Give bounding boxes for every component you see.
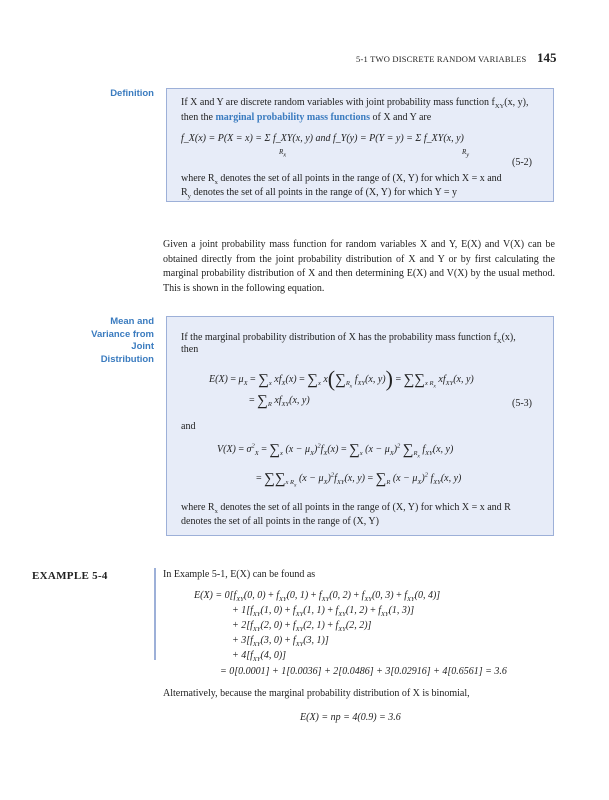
example-final: E(X) = np = 4(0.9) = 3.6 (300, 712, 401, 723)
body-paragraph: Given a joint probability mass function for random variables X and Y, E(X) and V(X) can be obtained directly from the joint probability distribution of X and Y or by first calculating the marginal probability distribution of X and then determining E(X) and V(X) by the usual method. This is shown in the following equation. (163, 239, 555, 294)
page-number: 145 (537, 50, 557, 65)
mean-variance-where-2: denotes the set of all points in the range of (X, Y) (181, 516, 379, 527)
variance-equation-2: = $\sum\sum_{x R_x}$ $(x - \mu_X)^2f_{XY}(x$, $y) = \sum_R$ $(x - \mu_X)^2$ $f_{XY}(x$, y) (256, 471, 462, 489)
mean-variance-where-1: where $R_x$ denotes the set of all points in the range of (X, Y) for which X = x and R (181, 502, 511, 515)
example-result: = 0[0.0001] + 1[0.0036] + 2[0.0486] + 3[0.02916] + 4[0.6561] = 3.6 (220, 666, 507, 677)
expected-value-equation-2: = $\sum_R$ $xf_{XY}(x$, y) (249, 393, 310, 409)
equation-number-5-3: (5-3) (512, 398, 532, 409)
mean-variance-and: and (181, 421, 196, 432)
example-line-4: + $3[f_{XY}(3$, $0) + f_{XY}(3$, 1)] (232, 635, 329, 648)
definition-intro-2: then the marginal probability mass functions of X and Y are (181, 112, 432, 123)
example-alternative: Alternatively, because the marginal probability distribution of X is binomial, (163, 688, 470, 699)
defined-term: marginal probability mass functions (215, 112, 370, 123)
variance-equation-1: $V(X) = \sigma^2_X = \sum_x$ $(x - \mu_X)^2f_X(x) = \sum_x$ $(x - \mu_X)^2$ $\sum_{R_x}$ $f_{XY}(x$, y) (217, 442, 454, 460)
sum-subscript-rx: $R_x$ (279, 148, 287, 159)
mean-variance-label: Mean and Variance from Joint Distribution (91, 316, 154, 365)
definition-where-2: $R_y$ denotes the set of all points in the range of (X, Y) for which Y = y (181, 187, 458, 200)
running-header: 5-1 TWO DISCRETE RANDOM VARIABLES (356, 54, 527, 64)
example-label: EXAMPLE 5-4 (32, 570, 108, 582)
sum-subscript-ry: $R_y$ (462, 148, 470, 159)
example-line-1: $E(X) = 0[f_{XY}(0$, $0) + f_{XY}(0$, $1) + f_{XY}(0$, $2) + f_{XY}(0$, $3) + f_{XY}(0$, 4)] (194, 590, 441, 603)
example-line-5: + $4[f_{XY}(4$, 0)] (232, 650, 287, 663)
example-intro: In Example 5-1, E(X) can be found as (163, 569, 316, 580)
marginal-pmf-equation: f_X(x) = P(X = x) = Σ f_XY(x, y) and f_Y(y) = P(Y = y) = Σ f_XY(x, y) (181, 133, 464, 144)
definition-label: Definition (110, 88, 154, 99)
example-divider (154, 568, 156, 660)
expected-value-equation-1: $E(X) = \mu_X = \sum_x$ $xf_X(x) = \sum_x$ $x(\sum_{R_x}$ $f_{XY}(x$, $y)) = \sum\sum_{x R_x}$ $xf_{XY}(x$, y) (209, 366, 474, 391)
definition-where-1: where $R_x$ denotes the set of all points in the range of (X, Y) for which X = x and (181, 173, 502, 186)
mean-variance-then: then (181, 344, 199, 355)
definition-intro-1: If X and Y are discrete random variables with joint probability mass function $f_{XY}(x$, y), (181, 97, 529, 110)
example-line-3: + $2[f_{XY}(2$, $0) + f_{XY}(2$, $1) + f_{XY}(2$, 2)] (232, 620, 372, 633)
mean-variance-intro: If the marginal probability distribution of X has the probability mass function $f_X(x)$, (181, 332, 516, 345)
example-line-2: + $1[f_{XY}(1$, $0) + f_{XY}(1$, $1) + f_{XY}(1$, $2) + f_{XY}(1$, 3)] (232, 605, 415, 618)
equation-number-5-2: (5-2) (512, 157, 532, 168)
